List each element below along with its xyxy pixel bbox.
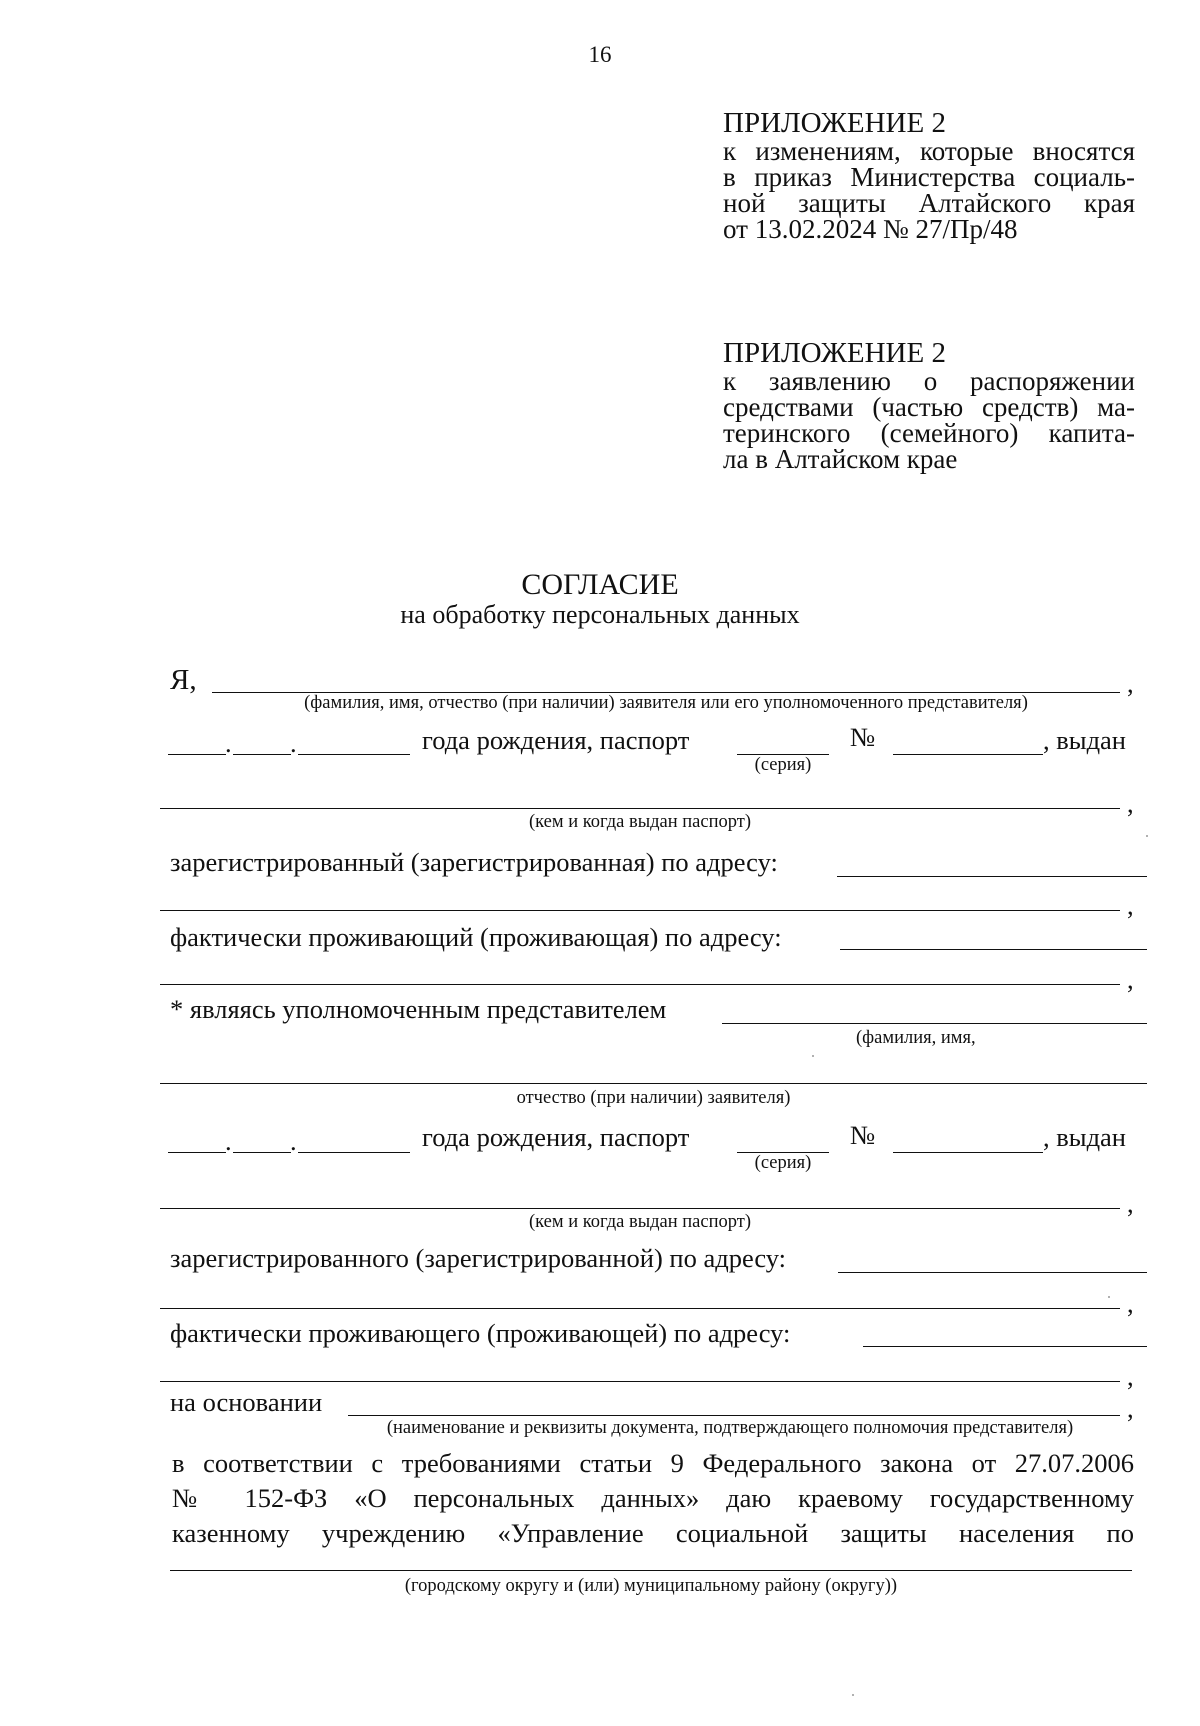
issued-by-caption: (кем и когда выдан паспорт) bbox=[528, 812, 751, 832]
comma: , bbox=[1127, 890, 1134, 920]
date-separator: . bbox=[225, 1126, 232, 1156]
registered-address-field-2[interactable] bbox=[160, 910, 1120, 911]
district-caption: (городскому округу и (или) муниципальному району (округу)) bbox=[404, 1576, 898, 1596]
rep-living-address-field[interactable] bbox=[863, 1346, 1147, 1347]
birth-year-field[interactable] bbox=[298, 754, 410, 755]
rep-passport-number-field[interactable] bbox=[893, 1152, 1043, 1153]
page-number: 16 bbox=[588, 42, 612, 67]
representative-caption-2: отчество (при наличии) заявителя) bbox=[516, 1088, 791, 1108]
basis-label: на основании bbox=[170, 1387, 323, 1417]
birth-passport-label: года рождения, паспорт bbox=[422, 1122, 690, 1152]
comma: , bbox=[1127, 668, 1134, 698]
consent-paragraph bbox=[172, 1446, 1134, 1551]
appendix-2-line: теринского (семейного) капита- bbox=[723, 418, 1135, 448]
registered-address-field[interactable] bbox=[837, 876, 1147, 877]
living-address-field[interactable] bbox=[840, 949, 1147, 950]
appendix-2-line: средствами (частью средств) ма- bbox=[723, 392, 1135, 422]
district-field[interactable] bbox=[170, 1570, 1132, 1571]
date-separator: . bbox=[290, 1126, 297, 1156]
appendix-1-line: в приказ Министерства социаль- bbox=[723, 162, 1135, 192]
rep-birth-month-field[interactable] bbox=[233, 1152, 291, 1153]
series-caption: (серия) bbox=[754, 1153, 812, 1173]
living-address-field-2[interactable] bbox=[160, 984, 1120, 985]
passport-number-field[interactable] bbox=[893, 754, 1043, 755]
scan-speck bbox=[812, 1055, 814, 1057]
comma: , bbox=[1127, 964, 1134, 994]
living-label: фактически проживающий (проживающая) по адресу: bbox=[170, 922, 782, 952]
rep-issued-by-field[interactable] bbox=[160, 1208, 1120, 1209]
date-separator: . bbox=[225, 728, 232, 758]
comma: , bbox=[1127, 1393, 1134, 1423]
representative-name-field-2[interactable] bbox=[160, 1083, 1147, 1084]
issued-label: , выдан bbox=[1043, 725, 1126, 755]
issued-by-caption: (кем и когда выдан паспорт) bbox=[528, 1212, 751, 1232]
living-label-rep: фактически проживающего (проживающей) по адресу: bbox=[170, 1318, 791, 1348]
birth-month-field[interactable] bbox=[233, 754, 291, 755]
appendix-2-line: ла в Алтайском крае bbox=[723, 444, 958, 474]
appendix-1-line: к изменениям, которые вносятся bbox=[723, 136, 1135, 166]
paragraph-line: казенному учреждению «Управление социальной защиты населения по bbox=[172, 1518, 1134, 1548]
birth-day-field[interactable] bbox=[168, 754, 226, 755]
basis-document-field[interactable] bbox=[348, 1415, 1120, 1416]
i-label: Я, bbox=[170, 664, 197, 696]
birth-passport-label: года рождения, паспорт bbox=[422, 725, 690, 755]
issued-label: , выдан bbox=[1043, 1122, 1126, 1152]
registered-label-rep: зарегистрированного (зарегистрированной) по адресу: bbox=[170, 1243, 787, 1273]
rep-birth-year-field[interactable] bbox=[298, 1152, 410, 1153]
rep-registered-address-field-2[interactable] bbox=[160, 1308, 1120, 1309]
paragraph-line: в соответствии с требованиями статьи 9 Федерального закона от 27.07.2006 bbox=[172, 1448, 1134, 1478]
basis-caption: (наименование и реквизиты документа, подтверждающего полномочия представителя) bbox=[386, 1418, 1074, 1438]
number-sign: № bbox=[850, 722, 876, 752]
scan-speck bbox=[1108, 1296, 1110, 1298]
registered-label: зарегистрированный (зарегистрированная) по адресу: bbox=[170, 847, 778, 877]
appendix-1-line: ной защиты Алтайского края bbox=[723, 188, 1135, 218]
comma: , bbox=[1127, 788, 1134, 818]
number-sign: № bbox=[850, 1120, 876, 1150]
comma: , bbox=[1127, 1288, 1134, 1318]
document-subtitle: на обработку персональных данных bbox=[400, 600, 800, 629]
issued-by-field[interactable] bbox=[160, 808, 1120, 809]
scan-speck bbox=[1146, 835, 1148, 837]
applicant-name-caption: (фамилия, имя, отчество (при наличии) заявителя или его уполномоченного представителя) bbox=[304, 693, 1028, 713]
paragraph-line: № 152-ФЗ «О персональных данных» даю краевому государственному bbox=[172, 1483, 1134, 1513]
appendix-header-2 bbox=[723, 338, 1135, 472]
appendix-header-1 bbox=[723, 108, 1135, 242]
appendix-1-line: от 13.02.2024 № 27/Пр/48 bbox=[723, 214, 1018, 244]
representative-label: * являясь уполномоченным представителем bbox=[170, 994, 667, 1024]
appendix-2-heading: ПРИЛОЖЕНИЕ 2 bbox=[723, 337, 946, 369]
comma: , bbox=[1127, 1188, 1134, 1218]
document-title: СОГЛАСИЕ bbox=[521, 568, 679, 601]
appendix-1-heading: ПРИЛОЖЕНИЕ 2 bbox=[723, 107, 946, 139]
appendix-2-line: к заявлению о распоряжении bbox=[723, 366, 1135, 396]
rep-living-address-field-2[interactable] bbox=[160, 1381, 1120, 1382]
representative-name-field[interactable] bbox=[722, 1023, 1147, 1024]
series-caption: (серия) bbox=[754, 755, 812, 775]
scan-speck bbox=[852, 1694, 854, 1696]
rep-birth-day-field[interactable] bbox=[168, 1152, 226, 1153]
comma: , bbox=[1127, 1361, 1134, 1391]
date-separator: . bbox=[290, 728, 297, 758]
rep-registered-address-field[interactable] bbox=[838, 1272, 1147, 1273]
representative-caption-1: (фамилия, имя, bbox=[856, 1028, 976, 1048]
